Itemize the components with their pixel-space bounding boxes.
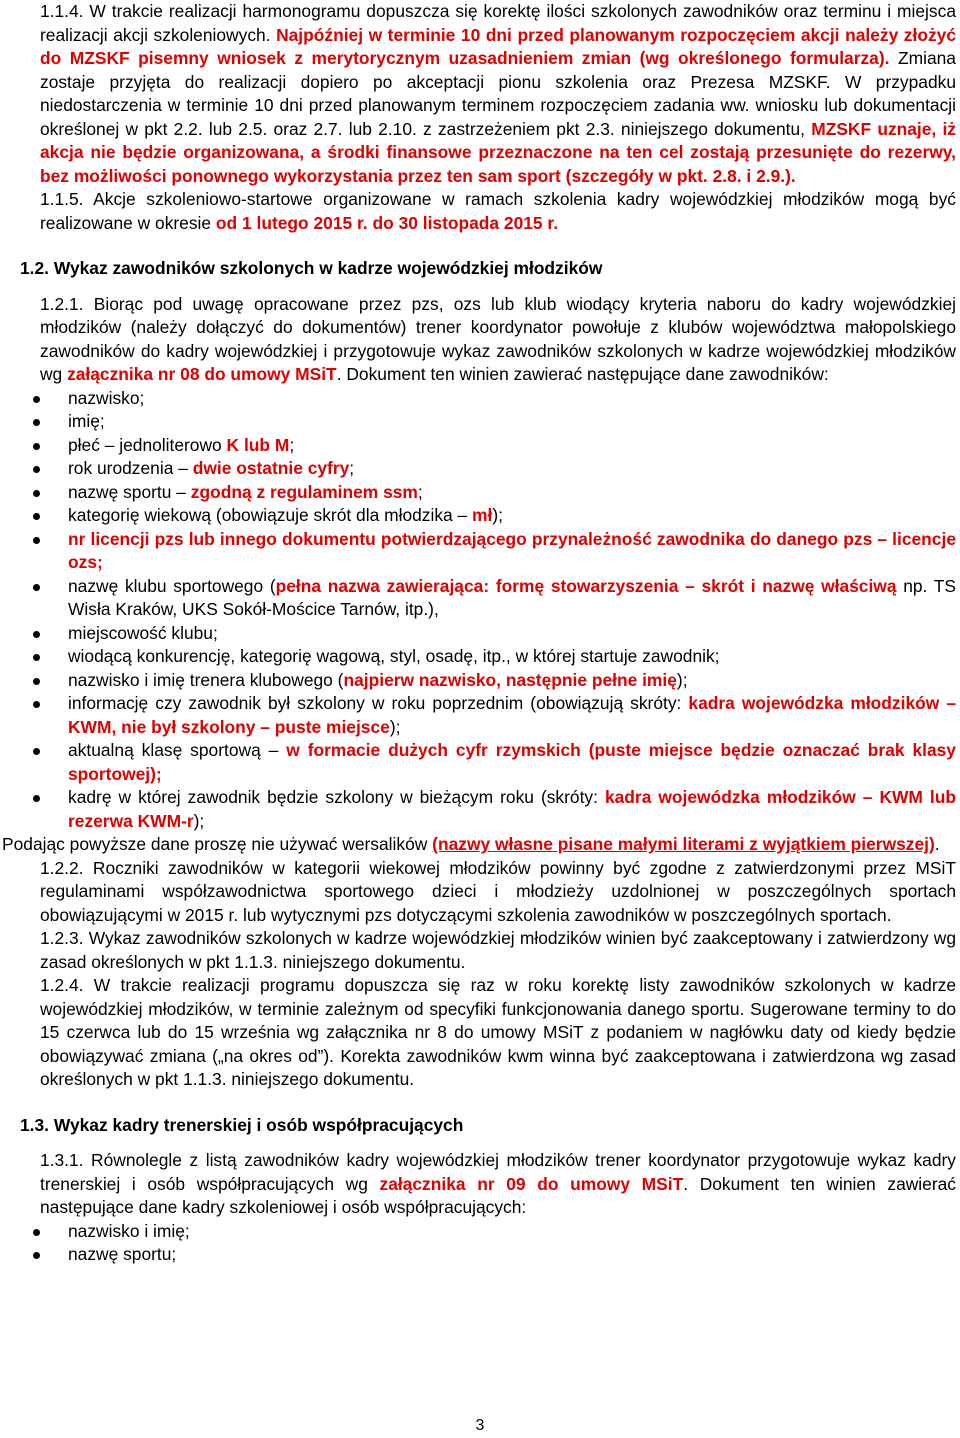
list-item: wiodącą konkurencję, kategorię wagową, styl, osadę, itp., w której startuje zawodnik; — [2, 645, 956, 669]
paragraph-1-2-3: 1.2.3. Wykaz zawodników szkolonych w kadrze wojewódzkiej młodzików winien być zaakceptowany i zatwierdzony wg zasad określonych w pkt 1.1.3. niniejszego dokumentu. — [40, 928, 956, 972]
page-number: 3 — [475, 1417, 485, 1434]
paragraph-1-3-1: 1.3.1. Równolegle z listą zawodników kadry wojewódzkiej młodzików trener koordynator przygotowuje wykaz kadry trenerskiej i osób współpracujących wg załącznika nr 09 do umowy MSiT. Dokument ten winien zawierać następujące dane kadry szkoleniowej i osób współpracujących: — [40, 1150, 956, 1217]
section-heading-1-3: 1.3. Wykaz kadry trenerskiej i osób współpracujących — [20, 1114, 464, 1135]
list-item: informację czy zawodnik był szkolony w roku poprzednim (obowiązują skróty: kadra wojewódzka młodzików – KWM, nie był szkolony – puste miejsce); — [2, 692, 956, 739]
list-item: nazwę sportu; — [2, 1243, 956, 1267]
list-item: nazwisko i imię trenera klubowego (najpierw nazwisko, następnie pełne imię); — [2, 669, 956, 693]
list-item: kadrę w której zawodnik będzie szkolony w bieżącym roku (skróty: kadra wojewódzka młodzików – KWM lub rezerwa KWM-r); — [2, 786, 956, 833]
list-item: nazwę klubu sportowego (pełna nazwa zawierająca: formę stowarzyszenia – skrót i nazwę właściwą np. TS Wisła Kraków, UKS Sokół-Mościce Tarnów, itp.), — [2, 575, 956, 622]
list-item: kategorię wiekową (obowiązuje skrót dla młodzika – mł); — [2, 504, 956, 528]
list-item: nazwisko i imię; — [2, 1220, 956, 1244]
list-item: rok urodzenia – dwie ostatnie cyfry; — [2, 457, 956, 481]
section-heading-1-2: 1.2. Wykaz zawodników szkolonych w kadrze wojewódzkiej młodzików — [20, 258, 603, 278]
paragraph-1-1-5: 1.1.5. Akcje szkoleniowo-startowe organizowane w ramach szkolenia kadry wojewódzkiej młodzików mogą być realizowane w okresie od 1 lutego 2015 r. do 30 listopada 2015 r. — [40, 189, 956, 233]
athlete-data-list — [2, 387, 956, 834]
list-item: nazwisko; — [2, 387, 956, 411]
list-item: nazwę sportu – zgodną z regulaminem ssm; — [2, 481, 956, 505]
staff-data-list — [2, 1220, 956, 1267]
document-page — [2, 0, 956, 1267]
paragraph-1-2-4: 1.2.4. W trakcie realizacji programu dopuszcza się raz w roku korektę listy zawodników szkolonych w kadrze wojewódzkiej młodzików, w terminie zależnym od specyfiki funkcjonowania danego sportu. Sugerowane terminy to do 15 czerwca lub do 15 września wg załącznika nr 8 do umowy MSiT z podaniem w nagłówku daty od kiedy będzie obowiązywać zmiana („na okres od”). Korekta zawodników kwm winna być zaakceptowana i zatwierdzona wg zasad określonych w pkt 1.1.3. niniejszego dokumentu. — [40, 975, 956, 1089]
paragraph-1-1-4: 1.1.4. W trakcie realizacji harmonogramu dopuszcza się korektę ilości szkolonych zawodników oraz terminu i miejsca realizacji akcji szkoleniowych. Najpóźniej w terminie 10 dni przed planowanym rozpoczęciem akcji należy złożyć do MZSKF pisemny wniosek z merytorycznym uzasadnieniem zmian (wg określonego formularza). Zmiana zostaje przyjęta do realizacji dopiero po akceptacji pionu szkolenia oraz Prezesa MZSKF. W przypadku niedostarczenia w terminie 10 dni przed planowanym terminem rozpoczęciem zadania ww. wniosku lub dokumentacji określonej w pkt 2.2. lub 2.5. oraz 2.7. lub 2.10. z zastrzeżeniem pkt 2.3. niniejszego dokumentu, MZSKF uznaje, iż akcja nie będzie organizowana, a środki finansowe przeznaczone na ten cel zostają przesunięte do rezerwy, bez możliwości ponownego wykorzystania przez ten sam sport (szczegóły w pkt. 2.8. i 2.9.). — [40, 1, 957, 186]
paragraph-uppercase-note: Podając powyższe dane proszę nie używać wersalików (nazwy własne pisane małymi literami z wyjątkiem pierwszej). — [2, 834, 940, 854]
list-item: aktualną klasę sportową – w formacie dużych cyfr rzymskich (puste miejsce będzie oznaczać brak klasy sportowej); — [2, 739, 956, 786]
list-item: nr licencji pzs lub innego dokumentu potwierdzającego przynależność zawodnika do danego pzs – licencje ozs; — [2, 528, 956, 575]
list-item: imię; — [2, 410, 956, 434]
list-item: płeć – jednoliterowo K lub M; — [2, 434, 956, 458]
list-item: miejscowość klubu; — [2, 622, 956, 646]
paragraph-1-2-2: 1.2.2. Roczniki zawodników w kategorii wiekowej młodzików powinny być zgodne z zatwierdzonymi przez MSiT regulaminami współzawodnictwa sportowego dzieci i młodzieży uzdolnionej w poszczególnych sportach obowiązującymi w 2015 r. lub wytycznymi pzs dotyczącymi szkolenia zawodników w poszczególnych sportach. — [40, 857, 956, 925]
paragraph-1-2-1: 1.2.1. Biorąc pod uwagę opracowane przez pzs, ozs lub klub wiodący kryteria naboru do kadry wojewódzkiej młodzików (należy dołączyć do dokumentów) trener koordynator powołuje z klubów województwa małopolskiego zawodników do kadry wojewódzkiej i przygotowuje wykaz zawodników szkolonych w kadrze wojewódzkiej młodzików wg załącznika nr 08 do umowy MSiT. Dokument ten winien zawierać następujące dane zawodników: — [40, 293, 956, 384]
